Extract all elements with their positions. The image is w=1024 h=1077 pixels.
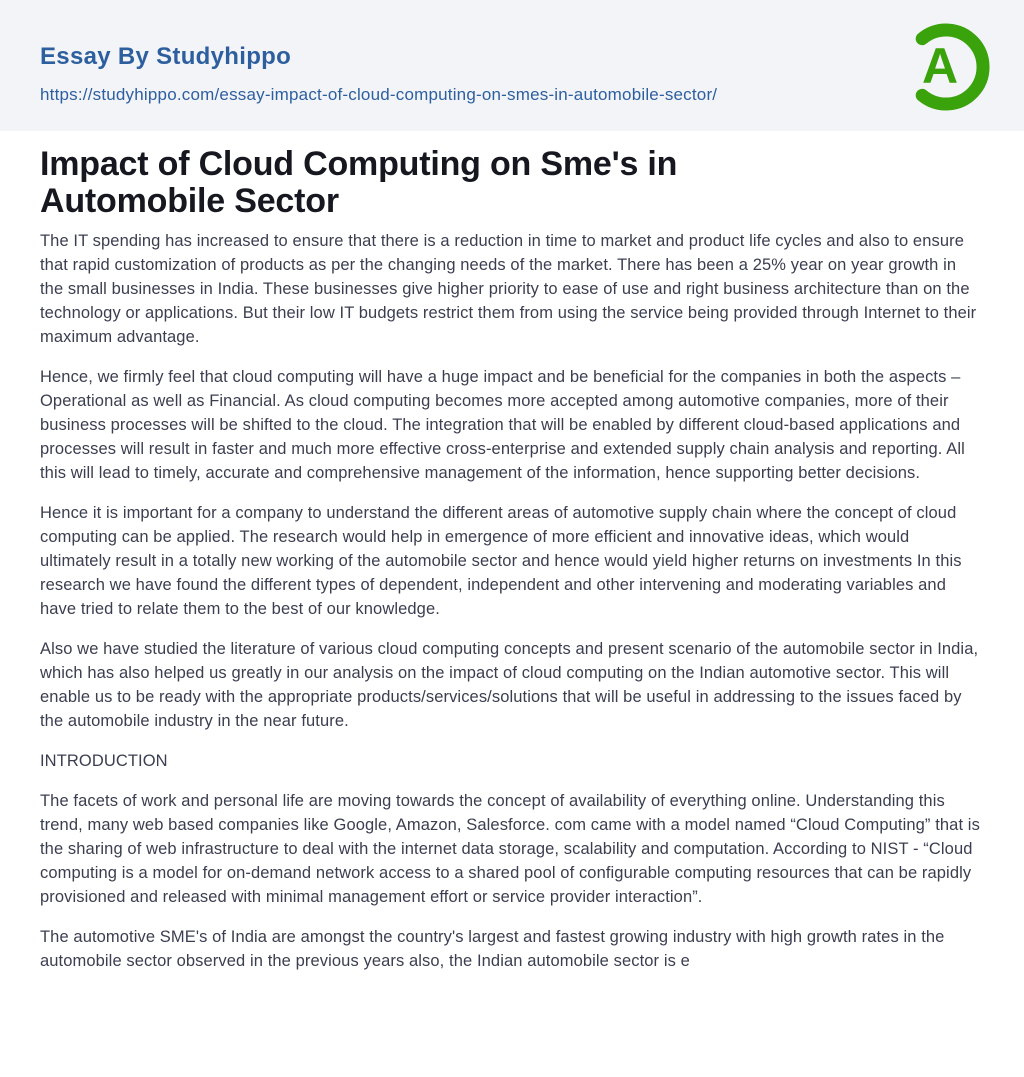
essay-paragraph: Hence, we firmly feel that cloud computing will have a huge impact and be beneficial for the companies in both the aspects –Operational as well as Financial. As cloud computing becomes more accepted among automotive companies, more of their business processes will be shifted to the cloud. The integration that will be enabled by different cloud-based applications and processes will result in faster and much more effective cross-enterprise and extended supply chain analysis and reporting. All this will lead to timely, accurate and comprehensive management of the information, hence supporting better decisions. <box>40 368 965 482</box>
page-url-link[interactable]: https://studyhippo.com/essay-impact-of-cloud-computing-on-smes-in-automobile-sector/ <box>40 85 718 104</box>
studyhippo-logo <box>900 15 992 119</box>
essay-paragraph: The facets of work and personal life are moving towards the concept of availability of everything online. Understanding this trend, many web based companies like Google, Amazon, Salesforce. com came with a model named “Cloud Computing” that is the sharing of web infrastructure to deal with the internet data storage, scalability and computation. According to NIST - “Cloud computing is a model for on-demand network access to a shared pool of configurable computing resources that can be rapidly provisioned and released with minimal management effort or service provider interaction”. <box>40 792 980 906</box>
essay-paragraph: The IT spending has increased to ensure that there is a reduction in time to market and product life cycles and also to ensure that rapid customization of products as per the changing needs of the market. There has been a 25% year on year growth in the small businesses in India. These businesses give higher priority to ease of use and right business architecture than on the technology or applications. But their low IT budgets restrict them from using the service being provided through Internet to their maximum advantage. <box>40 232 977 346</box>
site-title: Essay By Studyhippo <box>40 43 292 70</box>
logo-circle-icon <box>900 15 992 119</box>
essay-paragraph: Hence it is important for a company to understand the different areas of automotive supply chain where the concept of cloud computing can be applied. The research would help in emergence of more efficient and innovative ideas, which would ultimately result in a totally new working of the automobile sector and hence would yield higher returns on investments In this research we have found the different types of dependent, independent and other intervening and moderating variables and have tried to relate them to the best of our knowledge. <box>40 504 962 618</box>
essay-article <box>0 131 1024 973</box>
essay-paragraph: The automotive SME's of India are amongst the country's largest and fastest growing industry with high growth rates in the automobile sector observed in the previous years also, the Indian automobile sector is e <box>40 928 945 970</box>
introduction-heading: INTRODUCTION <box>40 752 168 770</box>
logo-letter: A <box>921 38 959 94</box>
page-header <box>0 0 1024 131</box>
essay-paragraph: Also we have studied the literature of various cloud computing concepts and present scenario of the automobile sector in India, which has also helped us greatly in our analysis on the impact of cloud computing on the Indian automotive sector. This will enable us to be ready with the appropriate products/services/solutions that will be useful in addressing to the issues faced by the automobile industry in the near future. <box>40 640 979 730</box>
page-title: Impact of Cloud Computing on Sme's in Automobile Sector <box>40 145 678 220</box>
